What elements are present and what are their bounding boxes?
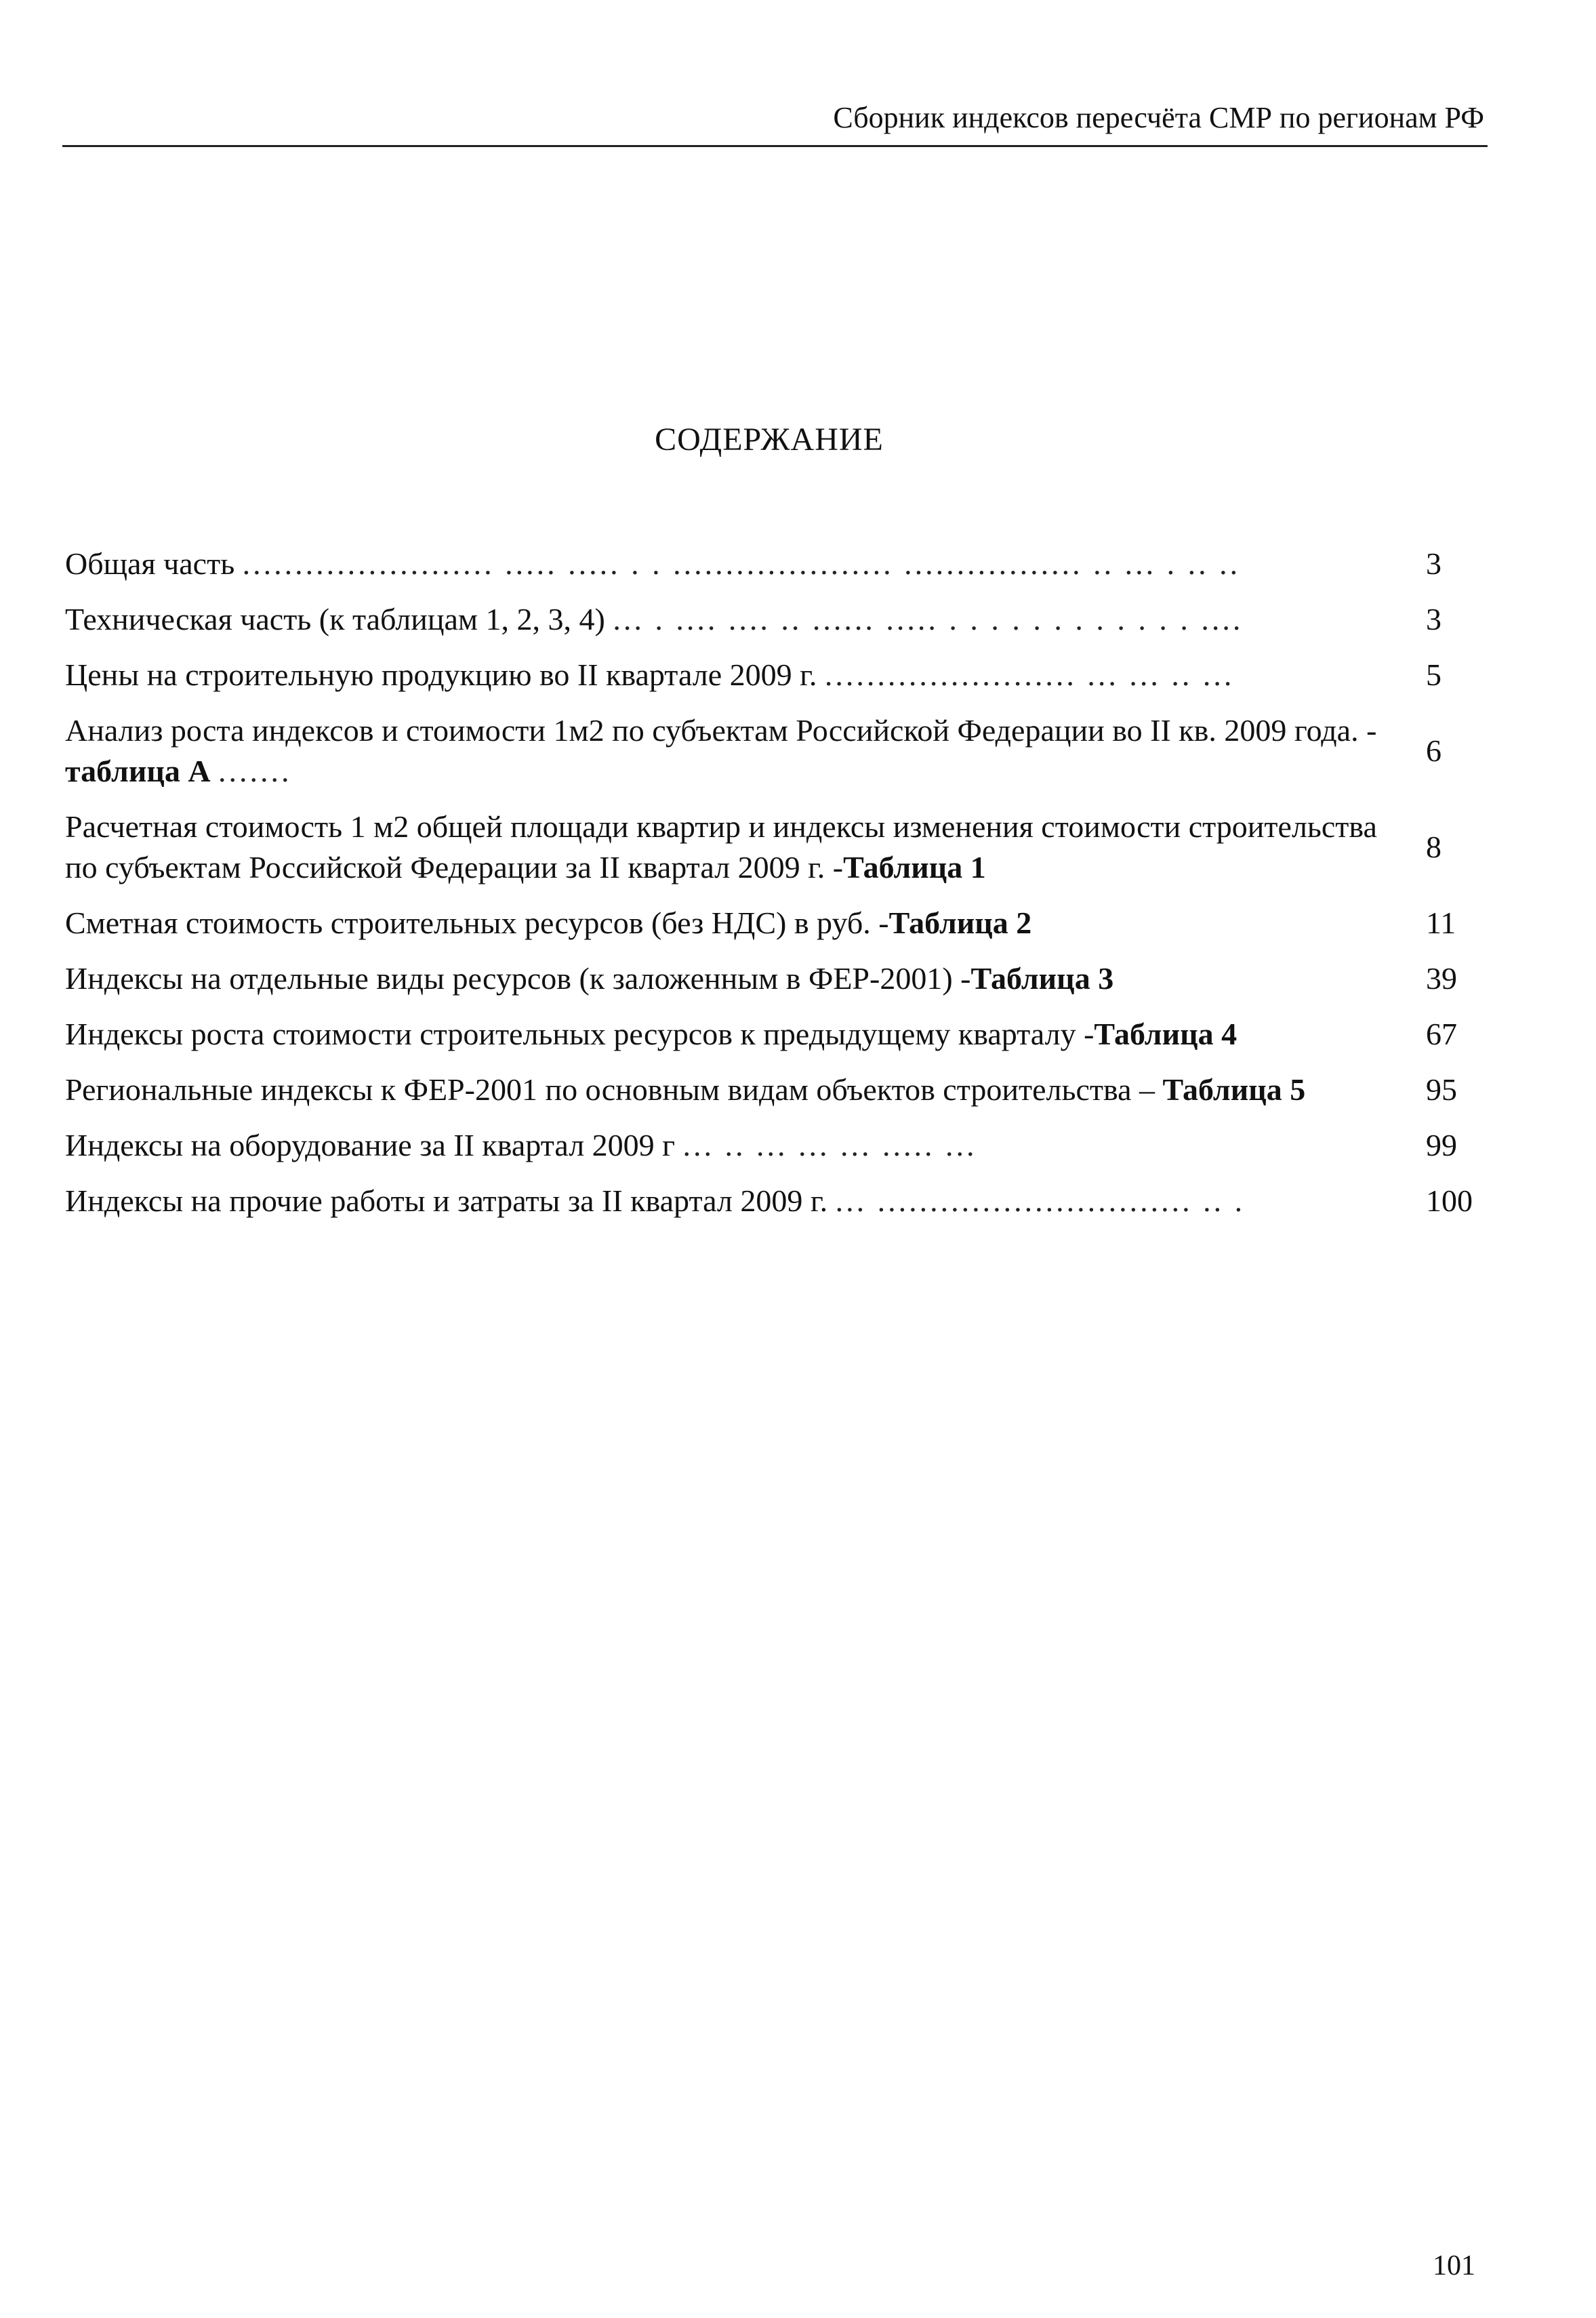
toc-page-number: 99 xyxy=(1426,1128,1457,1162)
toc-entry-text: Анализ роста индексов и стоимости 1м2 по субъектам Российской Федерации во II кв. 2009 года. - таблица А ....... xyxy=(65,713,1377,788)
toc-entry[interactable] xyxy=(65,1070,1488,1110)
toc-entry[interactable] xyxy=(65,1181,1488,1221)
toc-page-number: 11 xyxy=(1426,906,1456,940)
toc-page-number: 100 xyxy=(1426,1183,1473,1218)
toc-page-number: 95 xyxy=(1426,1072,1457,1107)
toc-entry[interactable] xyxy=(65,544,1488,584)
toc-entry-text: Цены на строительную продукцию во II квартале 2009 г. ........................ ... ... .. ... xyxy=(65,657,1235,692)
toc-page-number: 3 xyxy=(1426,546,1441,581)
toc-page-number: 8 xyxy=(1426,830,1441,864)
toc-entry[interactable] xyxy=(65,655,1488,695)
toc-page-number: 39 xyxy=(1426,961,1457,996)
toc-entry[interactable] xyxy=(65,1125,1488,1166)
header-rule xyxy=(62,145,1488,147)
toc-entry-text: Региональные индексы к ФЕР-2001 по основным видам объектов строительства – Таблица 5 xyxy=(65,1072,1306,1107)
page-title: СОДЕРЖАНИЕ xyxy=(655,422,884,458)
toc-entry-text: Индексы на прочие работы и затраты за II квартал 2009 г. ... .............................. .. . xyxy=(65,1183,1246,1218)
toc-entry-text: Техническая часть (к таблицам 1, 2, 3, 4) ... . .... .... .. ...... ..... . . . . . . . . . . . . .... xyxy=(65,602,1244,636)
toc-entry[interactable] xyxy=(65,958,1488,999)
toc-entry-text: Сметная стоимость строительных ресурсов (без НДС) в руб. -Таблица 2 xyxy=(65,906,1032,940)
toc-entry-text: Индексы на оборудование за II квартал 2009 г ... .. ... ... ... ..... ... xyxy=(65,1128,977,1162)
toc-entry[interactable] xyxy=(65,903,1488,943)
toc-page-number: 6 xyxy=(1426,733,1441,768)
toc-entry[interactable] xyxy=(65,1014,1488,1055)
table-of-contents xyxy=(65,544,1488,1236)
toc-entry[interactable] xyxy=(65,807,1488,888)
toc-entry[interactable] xyxy=(65,710,1488,792)
toc-page-number: 67 xyxy=(1426,1017,1457,1051)
toc-entry-text: Расчетная стоимость 1 м2 общей площади квартир и индексы изменения стоимости строительства по субъектам Российской Федерации за II квартал 2009 г. -Таблица 1 xyxy=(65,809,1377,884)
page-number: 101 xyxy=(1433,2250,1475,2281)
toc-entry-text: Общая часть ........................ ..... ..... . . ..................... ................. .. ... . .. .. xyxy=(65,546,1241,581)
toc-entry-text: Индексы на отдельные виды ресурсов (к заложенным в ФЕР-2001) -Таблица 3 xyxy=(65,961,1114,996)
toc-page-number: 3 xyxy=(1426,602,1441,636)
running-header: Сборник индексов пересчёта СМР по регионам РФ xyxy=(833,101,1484,134)
toc-entry-text: Индексы роста стоимости строительных ресурсов к предыдущему кварталу -Таблица 4 xyxy=(65,1017,1237,1051)
toc-page-number: 5 xyxy=(1426,657,1441,692)
toc-entry[interactable] xyxy=(65,599,1488,640)
